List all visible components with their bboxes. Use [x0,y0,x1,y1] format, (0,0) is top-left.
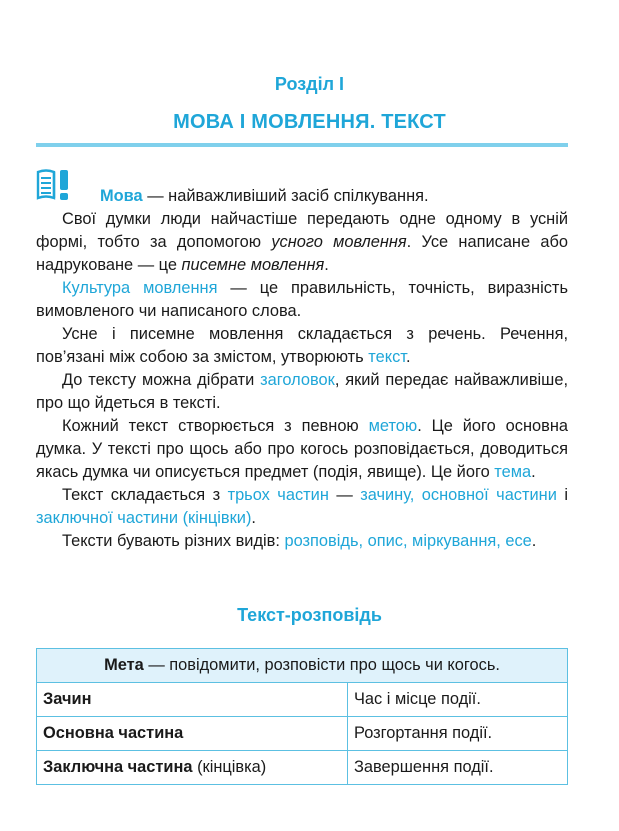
text: і [556,486,568,504]
term-beginning-main: зачину, основної частини [360,486,557,504]
part-name: Заключна частина [43,758,193,776]
text: — найважливіший засіб спілкування. [142,187,429,205]
table-header-cell [37,649,568,683]
body-text [36,185,568,553]
text: Тексти бувають різних видів: [62,532,285,550]
head-term: Мета [104,656,144,674]
head-text: — повідомити, розповісти про щось чи когось. [143,656,500,674]
term-three-parts: трьох частин [227,486,329,504]
narrative-table [36,648,568,785]
text: — це правильність, точність, виразність вимовленого чи написаного слова. [36,279,568,320]
table-row [37,717,568,751]
table-row [37,683,568,717]
part-cell [37,717,348,751]
term-written-speech: писемне мовлення [181,256,325,274]
part-name: Основна частина [43,724,184,742]
text: , який передає найважливіше, про що йдеться в тексті. [36,371,569,412]
text: . Усе написане або надруковане — це [36,233,569,274]
part-cell [37,751,348,785]
text: Текст складається з [62,486,228,504]
text: До тексту можна дібрати [62,371,261,389]
term-title: заголовок [260,371,335,389]
text: . Це його основна думка. У тексті про щось або про когось розповідається, доводиться якась думка чи описується предмет (подія, явище). Це його [36,417,568,481]
paragraph-culture [36,277,568,323]
paragraph-types [36,530,568,553]
paragraph-goal [36,415,568,484]
term-goal: метою [368,417,418,435]
term-ending: заключної частини (кінцівки) [36,509,252,527]
text: — [328,486,361,504]
paragraph-parts [36,484,568,530]
text: . [531,532,537,550]
term-text: текст [368,348,406,366]
text: . [324,256,329,274]
paragraph-speech [36,208,568,277]
text: Свої думки люди найчастіше передають одне одному в усній формі, тобто за допомогою [36,210,568,251]
chapter-title: МОВА І МОВЛЕННЯ. ТЕКСТ [173,111,446,133]
title-divider [36,143,568,147]
text: Усне і писемне мовлення складається з речень. Речення, пов’язані між собою за змістом, утворюють [36,325,568,366]
term-text-types: розповідь, опис, міркування, есе [284,532,532,550]
text: . [531,463,536,481]
text: . [251,509,256,527]
part-extra: (кінцівка) [192,758,267,776]
paragraph-mova [36,185,568,208]
desc-cell: Завершення події. [348,751,568,785]
term-theme: тема [494,463,532,481]
desc-cell: Час і місце події. [348,683,568,717]
term-oral-speech: усного мовлення [271,233,407,251]
term-mova: Мова [100,187,143,205]
paragraph-title [36,369,568,415]
subheading: Текст-розповідь [237,605,382,625]
desc-cell: Розгортання події. [348,717,568,751]
table-header-row [37,649,568,683]
section-label: Розділ I [274,74,345,94]
paragraph-text [36,323,568,369]
part-name: Зачин [43,690,92,708]
table-row [37,751,568,785]
text: Кожний текст створюється з певною [62,417,369,435]
part-cell [37,683,348,717]
term-speech-culture: Культура мовлення [62,279,218,297]
text: . [405,348,411,366]
